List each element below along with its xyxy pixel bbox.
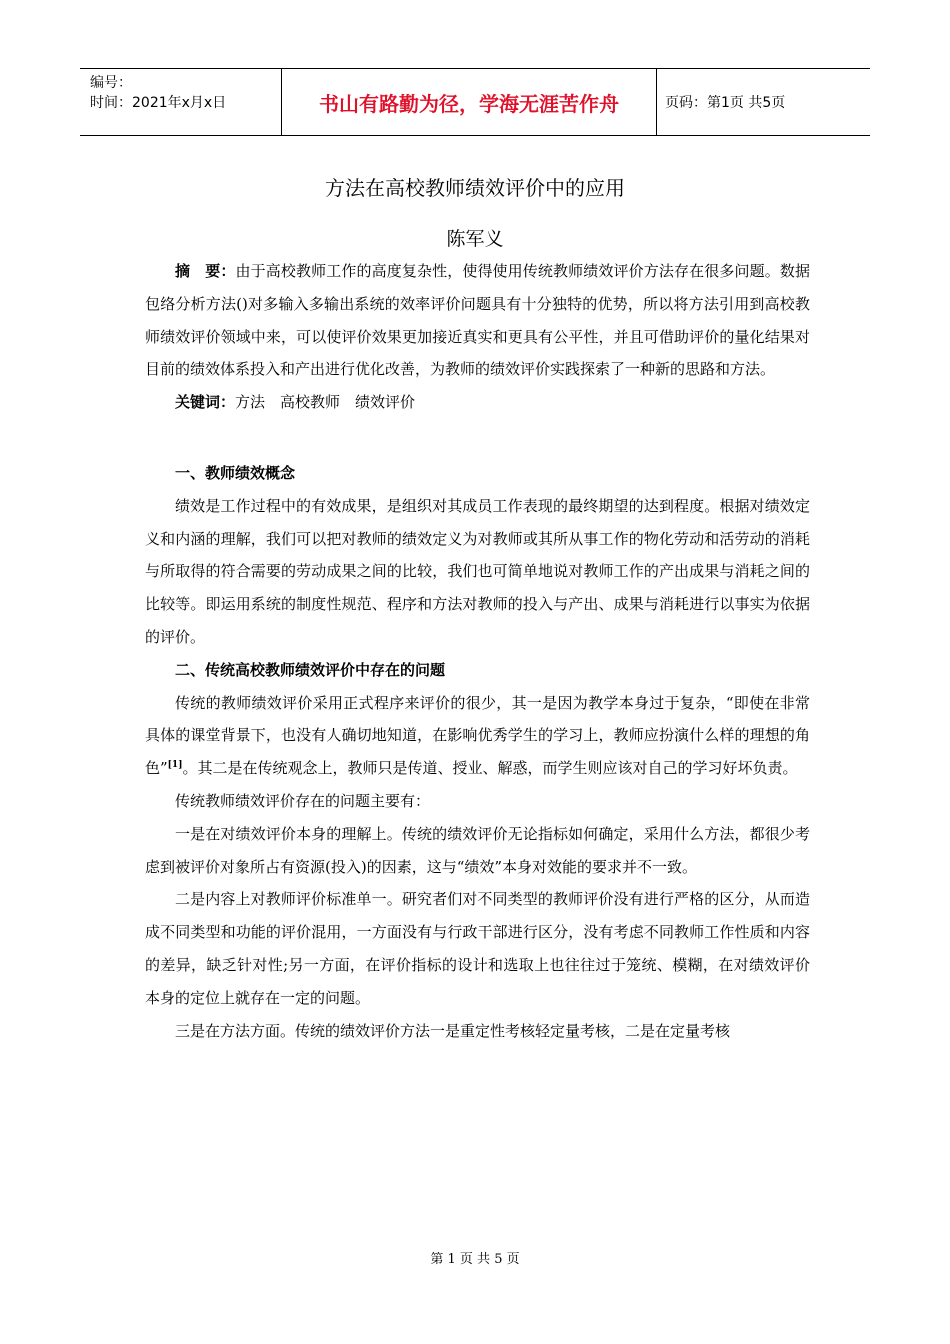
document-title: 方法在高校教师绩效评价中的应用 (325, 176, 625, 200)
section-2-paragraph-2: 传统教师绩效评价存在的问题主要有： (175, 791, 431, 810)
section-2-p1-text-b: 。其二是在传统观念上，教师只是传道、授业、解惑，而学生则应该对自己的学习好坏负责。 (182, 759, 798, 778)
date-label: 时间：2021年x月x日 (90, 95, 227, 111)
section-2-paragraph-3: 一是在对绩效评价本身的理解上。传统的绩效评价无论指标如何确定，采用什么方法，都很少考虑到被评价对象所占有资源(投入)的因素，这与“绩效”本身对效能的要求并不一致。 (145, 824, 810, 876)
keywords-paragraph (145, 386, 810, 419)
header-motto: 书山有路勤为径，学海无涯苦作舟 (281, 69, 657, 135)
keywords-label: 关键词： (175, 393, 236, 412)
header-table (80, 68, 870, 136)
page-footer: 第 1 页 共 5 页 (430, 1252, 520, 1267)
section-1-heading: 一、教师绩效概念 (175, 463, 296, 482)
document-author: 陈军义 (446, 228, 504, 250)
citation-ref: [1] (167, 760, 183, 771)
section-2-heading: 二、传统高校教师绩效评价中存在的问题 (175, 660, 446, 679)
document-body (145, 255, 810, 1047)
section-2-p1-text-a: 传统的教师绩效评价采用正式程序来评价的很少，其一是因为教学本身过于复杂，“即使在非常具体的课堂背景下，也没有人确切地知道，在影响优秀学生的学习上，教师应扮演什么样的理想的角色” (145, 693, 810, 778)
number-label: 编号： (90, 75, 132, 91)
abstract-label: 摘 要： (175, 262, 236, 280)
section-2-paragraph-4: 二是内容上对教师评价标准单一。研究者们对不同类型的教师评价没有进行严格的区分，从而造成不同类型和功能的评价混用，一方面没有与行政干部进行区分，没有考虑不同教师工作性质和内容的差异，缺乏针对性;另一方面，在评价指标的设计和选取上也往往过于笼统、模糊，在对绩效评价本身的定位上就存在一定的问题。 (145, 890, 810, 1007)
abstract-text: 由于高校教师工作的高度复杂性，使得使用传统教师绩效评价方法存在很多问题。数据包络分析方法()对多输入多输出系统的效率评价问题具有十分独特的优势，所以将方法引用到高校教师绩效评价领域中来，可以使评价效果更加接近真实和更具有公平性，并且可借助评价的量化结果对目前的绩效体系投入和产出进行优化改善，为教师的绩效评价实践探索了一种新的思路和方法。 (145, 262, 810, 379)
abstract-paragraph (145, 255, 810, 386)
keywords-text: 方法 高校教师 绩效评价 (235, 393, 416, 412)
section-1-paragraph: 绩效是工作过程中的有效成果，是组织对其成员工作表现的最终期望的达到程度。根据对绩效定义和内涵的理解，我们可以把对教师的绩效定义为对教师或其所从事工作的物化劳动和活劳动的消耗与所取得的符合需要的劳动成果之间的比较，我们也可简单地说对教师工作的产出成果与消耗之间的比较等。即运用系统的制度性规范、程序和方法对教师的投入与产出、成果与消耗进行以事实为依据的评价。 (145, 496, 810, 646)
section-2-paragraph-1 (145, 687, 810, 785)
header-left-cell (80, 69, 281, 135)
section-2-paragraph-5: 三是在方法方面。传统的绩效评价方法一是重定性考核轻定量考核，二是在定量考核 (175, 1021, 731, 1040)
header-page-label: 页码：第1页 共5页 (665, 95, 786, 111)
